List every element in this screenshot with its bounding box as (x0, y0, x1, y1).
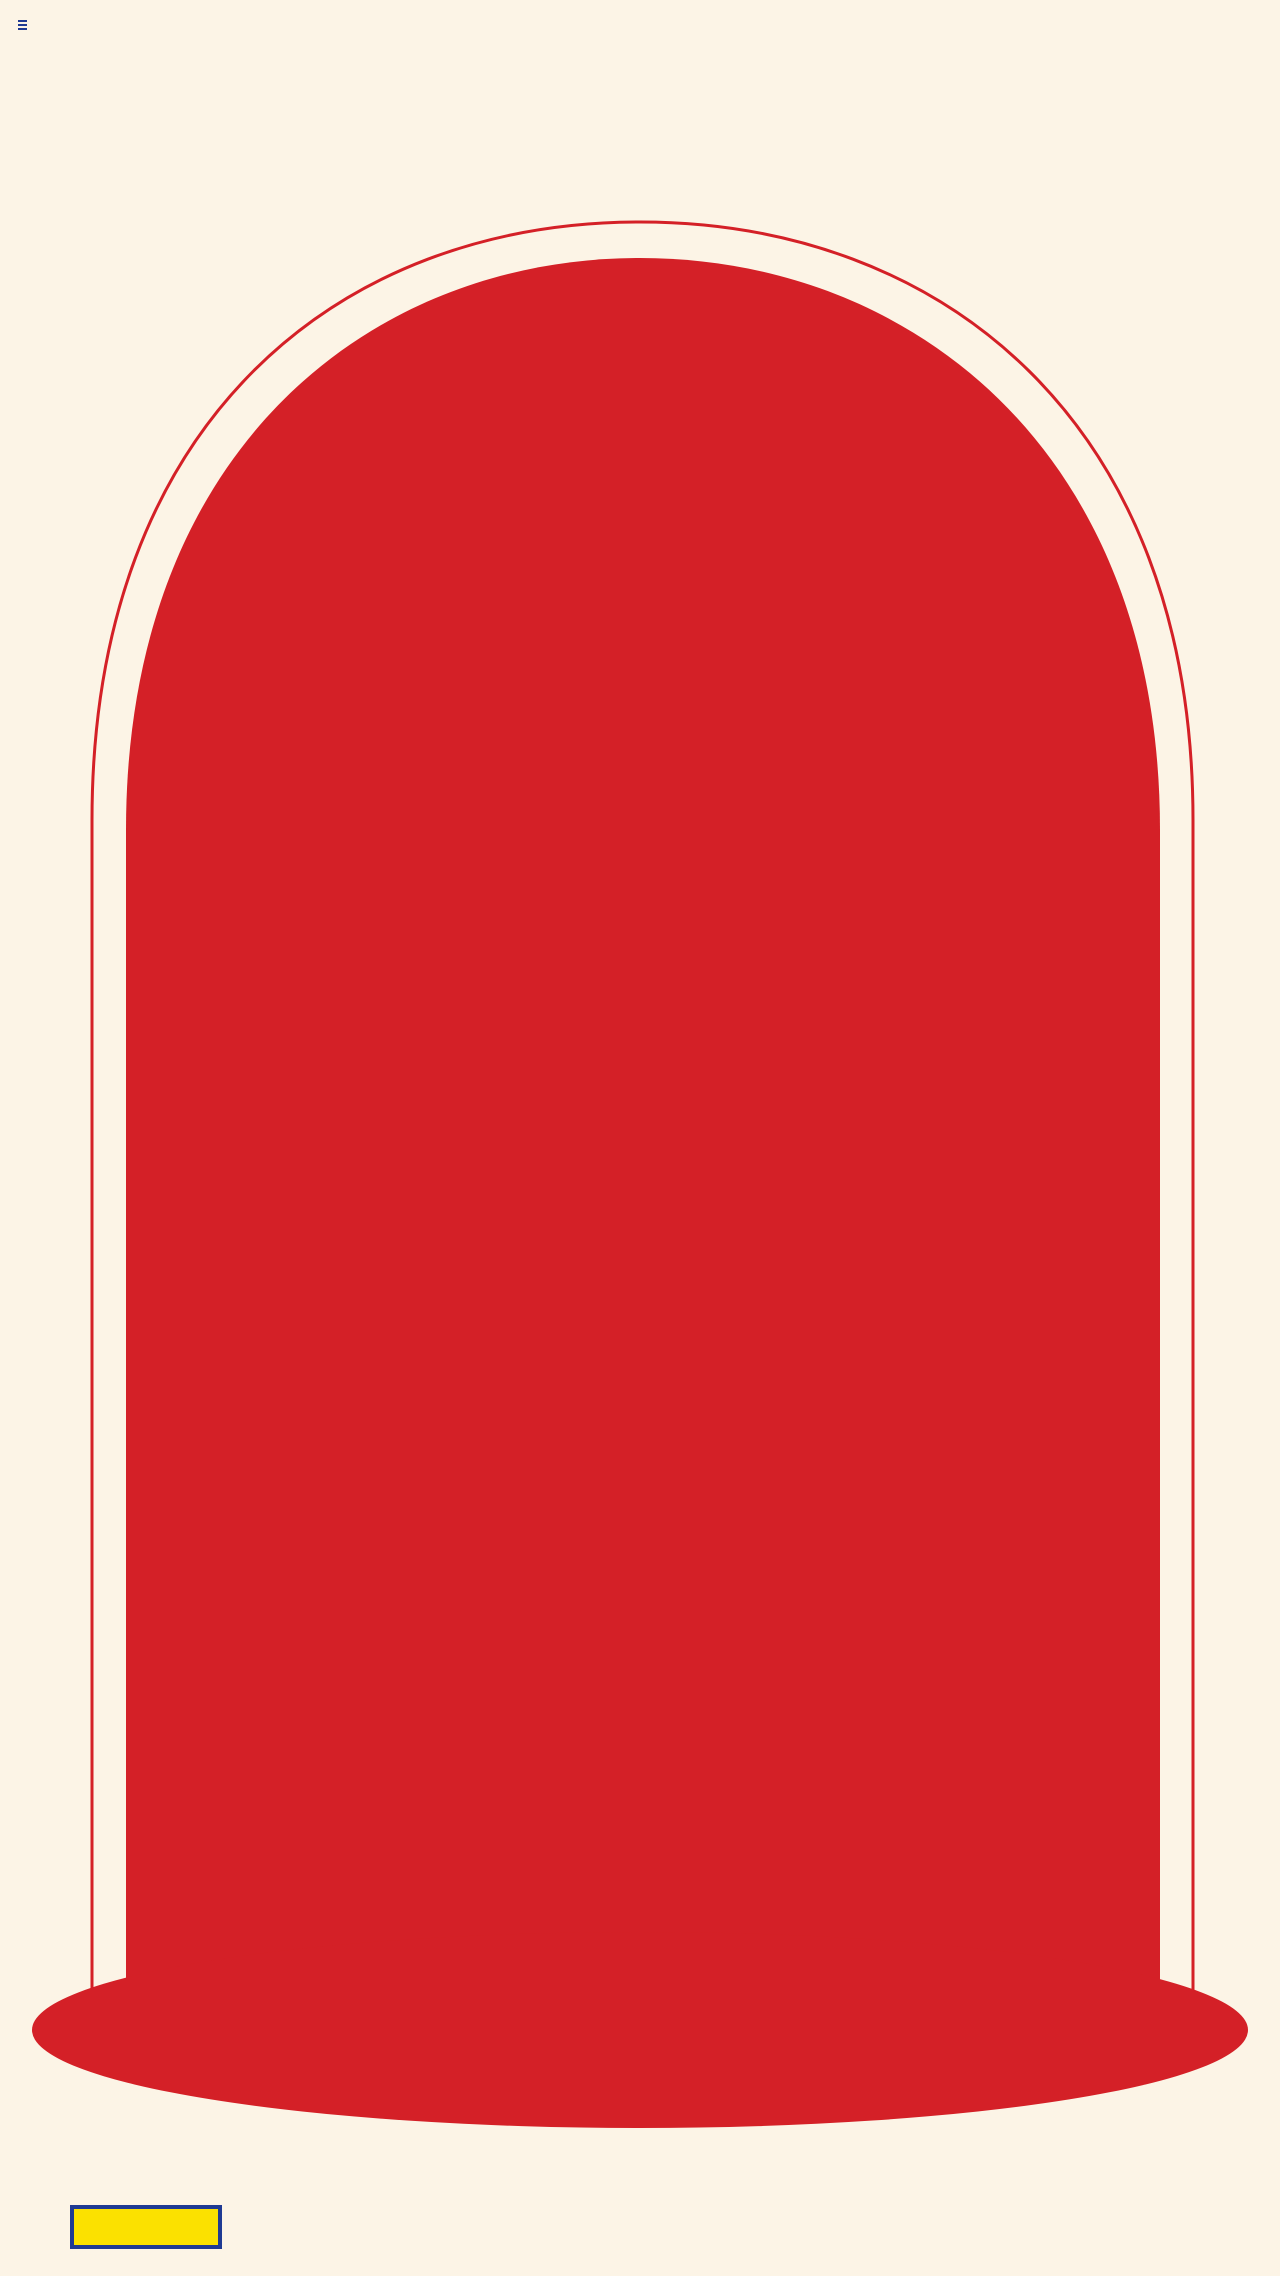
arch-base (32, 1932, 1248, 2128)
arch-panel (126, 258, 1160, 2010)
metro-logo (70, 2205, 222, 2249)
metro-logo-text (74, 2209, 218, 2245)
